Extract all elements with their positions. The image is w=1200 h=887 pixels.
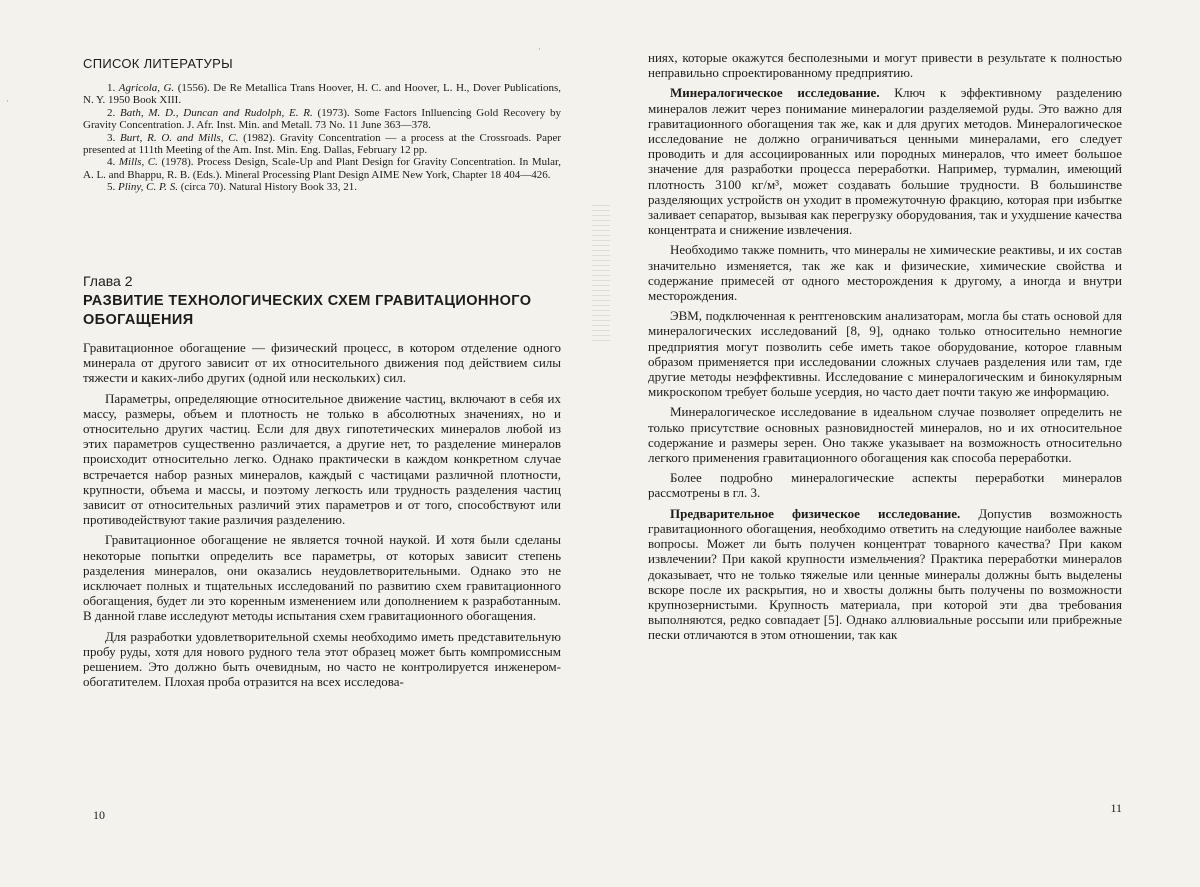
paragraph: Гравитационное обогащение — физический процесс, в котором отделение одного минерала от другого зависит от их относительного движения под действием силы тяжести и каких-либо других (одной или нескольких) сил. [83,340,561,386]
paragraph: Минералогическое исследование в идеальном случае позволяет определить не только присутствие основных разновидностей минералов, но и их относительное содержание и размеры зерен. Оно также указывает на возможность относительно легкого применения гравитационного обогащения как способа переработки. [648,404,1122,466]
chapter-title: РАЗВИТИЕ ТЕХНОЛОГИЧЕСКИХ СХЕМ ГРАВИТАЦИОННОГО ОБОГАЩЕНИЯ [83,293,532,328]
paragraph: ЭВМ, подключенная к рентгеновским анализаторам, могла бы стать основой для минералогических исследований [8, 9], однако только относительно немногие предприятия могут позволить себе иметь такое оборудование, которое главным образом применяется при исследовании сложных случаев разделения или там, где другие методы неэффективны. Исследование с минералогическим и бинокулярным микроскопом требует больше усердия, но часто дает почти такую же информацию. [648,308,1122,400]
paragraph: Минералогическое исследование. Ключ к эффективному разделению минералов лежит через понимание минералогии разделяемой руды. Это важно для гравитационного обогащения так же, как и для других методов. Минералогическое исследование не должно ограничиваться ценными минералами, его следует проводить и для ассоциированных или породных минералов, что имеет большое значение для разработки процесса переработки. Например, турмалин, имеющий плотность 3100 кг/м³, может создавать большие трудности. В большинстве разделяющих устройств он уходит в промежуточную фракцию, которая при избытке заливает сепаратор, вызывая как перегрузку оборудования, так и ухудшение качества концентрата и снижение извлечения. [648,85,1122,238]
bibliography-entry: 5. Pliny, C. P. S. (circa 70). Natural History Book 33, 21. [107,181,358,194]
chapter-label: Глава 2 [83,273,133,289]
bibliography-list [83,82,561,194]
paragraph: Для разработки удовлетворительной схемы необходимо иметь представительную пробу руды, хотя для нового рудного тела этот образец может быть компромиссным решением. Это должно быть очевидным, но часто не контролируется инженером-обогатителем. Плохая проба отразится на всех исследова- [83,628,561,690]
left-page [83,0,561,887]
paragraph: Более подробно минералогические аспекты переработки минералов рассмотрены в гл. 3. [648,470,1122,501]
paragraph: Необходимо также помнить, что минералы не химические реактивы, и их состав значительно изменяется, так же как и физические, химические свойства и содержание примесей от одного месторождения к другому, а иногда и внутри месторождения. [648,242,1122,304]
scan-speck: · [538,44,541,54]
bibliography-entry: 1. Agricola, G. (1556). De Re Metallica Trans Hoover, H. C. and Hoover, L. H., Dover Publications, N. Y. 1950 Book XIII. [83,82,562,107]
page-gutter [592,205,610,345]
page-number: 11 [1110,801,1122,815]
right-page [648,0,1122,887]
paragraph: Гравитационное обогащение не является точной наукой. И хотя были сделаны некоторые попытки определить все параметры, от которых зависит степень разделения минералов, они оказались неудовлетворительными. Однако это не исключает полных и тщательных исследований по развитию схем гравитационного обогащения, будет ли это коренным изменением или дополнением к разработанным. В данной главе исследуют методы испытания схем гравитационного обогащения. [83,532,561,624]
paragraph: Предварительное физическое исследование. Допустив возможность гравитационного обогащения, необходимо ответить на следующие наиболее важные вопросы. Может ли быть получен концентрат товарного качества? При каком извлечении? При какой крупности измельчения? Практика переработки минералов доказывает, что не только тяжелые или ценные минералы должны быть выделены вскоре после их раскрытия, но и хвосты должны быть получены по возможности крупнозернистыми. Крупность материала, при которой эти два требования выполняются, редко совпадает [5]. Однако аллювиальные россыпи или прибрежные пески отличаются в этом отношении, так как [648,505,1122,643]
section-heading: Предварительное физическое исследование. [670,505,961,521]
page-number: 10 [93,808,105,822]
section-heading: Минералогическое исследование. [670,85,880,101]
paragraph: ниях, которые окажутся бесполезными и могут привести в результате к полностью неправильно спроектированному предприятию. [648,50,1122,81]
scan-speck: · [6,96,9,106]
right-body-text [648,50,1122,648]
left-body-text [83,340,561,694]
bibliography-entry: 3. Burt, R. O. and Mills, C. (1982). Gravity Concentration — a process at the Crossroads. Paper presented at 111th Meeting of the Am. Inst. Min. Eng. Dallas, February 12 pp. [83,131,562,157]
bibliography-title: СПИСОК ЛИТЕРАТУРЫ [83,56,233,71]
bibliography-entry: 2. Bath, M. D., Duncan and Rudolph, E. R. (1973). Some Factors Inlluencing Gold Recovery by Gravity Concentration. J. Afr. Inst. Min. and Metall. 73 No. 11 June 363—378. [83,106,562,132]
bibliography-entry: 4. Mills, C. (1978). Process Design, Scale-Up and Plant Design for Gravity Concentration. In Mular, A. L. and Bhappu, R. B. (Eds.). Mineral Processing Plant Design AIME New York, Chapter 18 404—426. [83,156,562,181]
paragraph: Параметры, определяющие относительное движение частиц, включают в себя их массу, размеры, объем и плотность не только в абсолютных значениях, но и относительно других частиц. Если для двух гипотетических минералов любой из этих параметров существенно различается, а другие нет, то разделение минералов происходит относительно легко. Однако практически в каждом конкретном случае встречается набор разных минералов, каждый с частицами различной плотности, крупности, объема и массы, и поэтому легкость или трудность разделения частиц зависит от относительных различий этих параметров и от того, способствуют или противодействуют такие различия разделению. [83,390,561,528]
